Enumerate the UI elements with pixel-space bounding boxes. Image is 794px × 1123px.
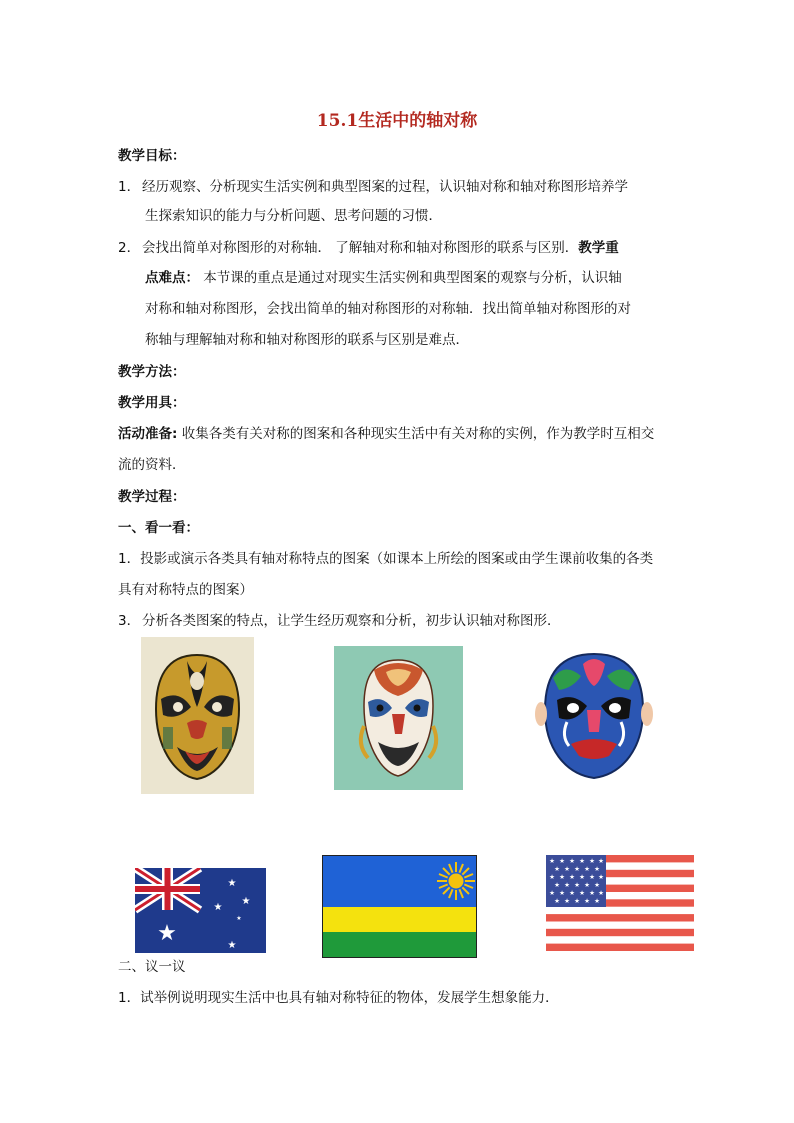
svg-text:★: ★ (598, 889, 604, 897)
svg-text:★: ★ (589, 857, 595, 865)
svg-text:★: ★ (227, 878, 237, 889)
svg-text:★: ★ (589, 889, 595, 897)
goal-item-2-text: 会找出简单对称图形的对称轴． 了解轴对称和轴对称图形的联系与区别． (142, 240, 579, 256)
key-points-line-1 (145, 268, 622, 288)
svg-text:★: ★ (584, 865, 590, 873)
svg-text:★: ★ (579, 857, 585, 865)
prep-line-1 (118, 424, 654, 444)
key-points-line-2: 对称和轴对称图形，会找出简单的轴对称图形的对称轴．找出简单轴对称图形的对 (145, 301, 631, 317)
svg-text:★: ★ (579, 873, 585, 881)
svg-text:★: ★ (559, 889, 565, 897)
svg-text:★: ★ (554, 881, 560, 889)
section-1-heading: 一、看一看： (118, 520, 199, 536)
svg-text:★: ★ (589, 873, 595, 881)
goal-item-1-line-2: 生探索知识的能力与分析问题、思考问题的习惯． (145, 208, 442, 224)
discuss-item-1: 1．试举例说明现实生活中也具有轴对称特征的物体，发展学生想象能力． (118, 990, 559, 1006)
key-points-label-b: 点难点： (145, 270, 199, 286)
rwanda-flag-image (322, 855, 477, 958)
goal-item-1-number: 1． (118, 179, 141, 195)
svg-text:★: ★ (564, 897, 570, 905)
svg-text:★: ★ (594, 865, 600, 873)
svg-text:★: ★ (227, 940, 237, 951)
goal-item-2-number: 2． (118, 240, 141, 256)
step-3-line (118, 611, 561, 631)
tools-heading: 教学用具： (118, 395, 186, 411)
svg-text:★: ★ (574, 865, 580, 873)
goal-item-1-line-1 (118, 177, 628, 197)
goals-heading: 教学目标： (118, 148, 186, 164)
step-3-text: 分析各类图案的特点，让学生经历观察和分析，初步认识轴对称图形． (142, 613, 561, 629)
opera-mask-blue-image (535, 648, 653, 782)
svg-text:★: ★ (574, 897, 580, 905)
goal-item-1-text: 经历观察、分析现实生活实例和典型图案的过程，认识轴对称和轴对称图形培养学 (142, 179, 628, 195)
svg-text:★: ★ (569, 873, 575, 881)
key-points-label-a: 教学重 (578, 240, 619, 256)
svg-text:★: ★ (236, 915, 242, 922)
svg-text:★: ★ (554, 897, 560, 905)
svg-text:★: ★ (157, 921, 177, 946)
svg-text:★: ★ (594, 881, 600, 889)
svg-text:★: ★ (213, 902, 223, 913)
svg-text:★: ★ (564, 865, 570, 873)
opera-mask-gold-image (141, 637, 254, 794)
svg-text:★: ★ (594, 897, 600, 905)
svg-text:★: ★ (559, 873, 565, 881)
svg-text:★: ★ (569, 889, 575, 897)
svg-text:★: ★ (554, 865, 560, 873)
svg-text:★: ★ (579, 889, 585, 897)
prep-label: 活动准备: (118, 426, 178, 442)
svg-text:★: ★ (549, 873, 555, 881)
svg-text:★: ★ (598, 857, 604, 865)
svg-text:★: ★ (564, 881, 570, 889)
method-heading: 教学方法： (118, 364, 186, 380)
process-heading: 教学过程： (118, 489, 186, 505)
prep-line-2: 流的资料． (118, 457, 186, 473)
svg-text:★: ★ (549, 857, 555, 865)
usa-flag-image (546, 855, 694, 951)
svg-text:★: ★ (569, 857, 575, 865)
svg-text:★: ★ (549, 889, 555, 897)
key-points-line-3: 称轴与理解轴对称和轴对称图形的联系与区别是难点． (145, 332, 469, 348)
prep-text-1: 收集各类有关对称的图案和各种现实生活中有关对称的实例，作为教学时互相交 (177, 426, 655, 442)
opera-mask-teal-image (334, 646, 463, 790)
page-title: 15.1生活中的轴对称 (316, 111, 478, 131)
svg-text:★: ★ (584, 881, 590, 889)
section-2-heading: 二、议一议 (118, 959, 186, 975)
step-3-number: 3． (118, 613, 141, 629)
key-points-text-1: 本节课的重点是通过对现实生活实例和典型图案的观察与分析，认识轴 (199, 270, 622, 286)
australia-flag-image (135, 868, 266, 953)
svg-text:★: ★ (574, 881, 580, 889)
svg-text:★: ★ (598, 873, 604, 881)
svg-text:★: ★ (241, 896, 251, 907)
goal-item-2-line-1 (118, 238, 619, 258)
svg-text:★: ★ (584, 897, 590, 905)
step-1-line-2: 具有对称特点的图案） (118, 582, 253, 598)
svg-text:★: ★ (559, 857, 565, 865)
step-1-line-1: 1．投影或演示各类具有轴对称特点的图案（如课本上所绘的图案或由学生课前收集的各类 (118, 551, 654, 567)
